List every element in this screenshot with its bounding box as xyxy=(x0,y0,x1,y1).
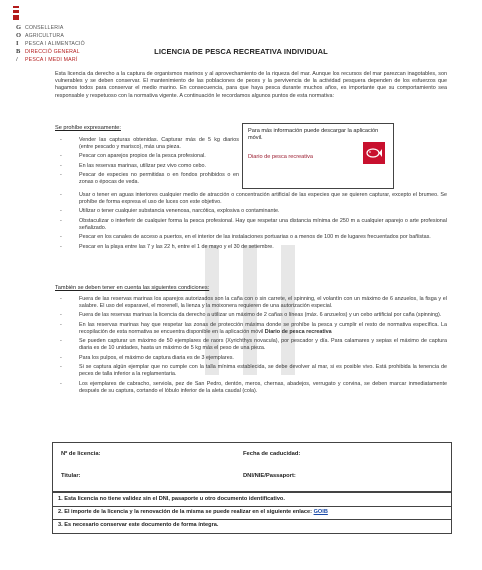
list-item: - Los ejemplares de cabracho, serviola, pez de San Pedro, dentón, meros, chernas, abadejos, verrugato y corvina, se deben marcar inmediatamente después de su captura, cortando el lóbulo inferior de la aleta caudal (cola). xyxy=(60,380,447,394)
list-item: - Para los pulpos, el máximo de captura diaria es de 3 ejemplares. xyxy=(60,354,234,361)
list-item: - Fuera de las reservas marinas los aparejos autorizados son la caña con o sin carrete, el spinning, el volantín con un máximo de 6 anzuelos, la fisga y el salabre. El uso del esparavel, el morenell, la lienza y la moixonera requieren de una autorización especial. xyxy=(60,296,447,309)
app-info-box xyxy=(242,123,394,189)
list-item: - Fuera de las reservas marinas la licencia da derecho a utilizar un máximo de 2 cañas o líneas (máx. 6 anzuelos) y un cebo artificial por caña (spinning). xyxy=(60,312,442,319)
note-1: 1. Esta licencia no tiene validez sin el DNI, pasaporte u otro documento identificativo. xyxy=(58,496,285,502)
list-item: - Obstaculizar o interferir de cualquier forma la pesca profesional. Hay que respetar una distancia mínima de 250 m a cualquier aparejo o arte profesional señalizado. xyxy=(60,217,447,231)
org-header: G CONSELLERIA O AGRICULTURA I PESCA I ALIMENTACIÓ B DIRECCIÓ GENERAL / PESCA I MEDI MARÍ xyxy=(16,24,85,63)
goib-link[interactable]: GOIB xyxy=(313,509,328,515)
fish-app-icon[interactable] xyxy=(363,142,385,164)
list-item: - Vender las capturas obtenidas. Capturar más de 5 kg diarios (entre pescado y marisco), más una pieza. xyxy=(60,137,239,150)
list-item: - En las reservas marinas, utilizar pez vivo como cebo. xyxy=(60,162,207,169)
notes-box xyxy=(52,492,452,534)
expiry-date-label: Fecha de caducidad: xyxy=(243,451,301,457)
conditions-heading: También se deben tener en cuenta las siguientes condiciones: xyxy=(55,285,210,291)
prohibited-list-wide xyxy=(55,192,447,253)
holder-label: Titular: xyxy=(61,473,81,479)
list-item: - Si se captura algún ejemplar que no cumple con la talla mínima establecida, se debe devolver al mar, si es posible vivo. Está prohibida la tenencia de peces de talla inferior a la reglamentaria. xyxy=(60,364,447,378)
id-document-label: DNI/NIE/Passaport: xyxy=(243,473,296,479)
prohibited-list-narrow xyxy=(55,137,239,189)
list-item: - Usar o tener en aguas interiores cualquier medio de atracción o concentración artificial de las especies que se quieren capturar, excepto el brumeo. Se prohíbe de forma expresa el uso de luces con este objetivo. xyxy=(60,192,447,205)
note-2: 2. El importe de la licencia y la renovación de la misma se puede realizar en el siguiente enlace: GOIB xyxy=(58,509,328,515)
list-item: - Pescar de especies no permitidas o en fondos prohibidos o en zonas o épocas de veda. xyxy=(60,172,239,186)
list-item: - En las reservas marinas hay que respetar las zonas de protección máxima donde se prohíbe la pesca y cumplir el resto de normativa específica. La recopilación de esta normativa se encuentra disponible en la aplicación móvil Diario de pesca recreativa xyxy=(60,321,447,335)
app-name-bold: Diario de pesca recreativa xyxy=(264,328,332,335)
app-info-text: Para más información puede descargar la aplicación móvil. xyxy=(248,128,379,141)
app-name-label: Diario de pesca recreativa xyxy=(248,154,313,160)
prohibited-heading: Se prohíbe expresamente: xyxy=(55,125,121,131)
licence-number-label: Nº de licencia: xyxy=(61,451,101,457)
document-title: LICENCIA DE PESCA RECREATIVA INDIVIDUAL xyxy=(154,47,328,56)
list-item: - Pescar con aparejos propios de la pesca profesional. xyxy=(60,153,206,160)
list-item: - Pescar en los canales de acceso a puertos, en el interior de las instalaciones portuarias o a menos de 100 m de lugares frecuentados por bañistas. xyxy=(60,234,431,241)
licence-holder-box xyxy=(52,442,452,492)
note-3: 3. Es necesario conservar este documento de forma íntegra. xyxy=(58,522,219,528)
conditions-list xyxy=(55,296,447,397)
list-item: - Se pueden capturar un máximo de 50 ejemplares de raors (Xyrichthys novacula), por pescador y día. Para calamares y sepias el máximo de captura diaria es de 10 unidades, hasta un máximo de 5 kg más el peso de una pieza. xyxy=(60,338,447,352)
list-item: - Pescar en la playa entre las 7 y las 22 h, entre el 1 de mayo y el 30 de setiembre. xyxy=(60,243,274,250)
intro-paragraph: Esta licencia da derecho a la captura de organismos marinos y al aprovechamiento de la riqueza del mar. Aunque los recursos del mar parezcan inagotables, son vulnerables y se deben conservar. El mantenimiento de las poblaciones de peces y la pervivencia de la actividad pesquera dependen de los esfuerzos que hagamos todos para conservar el medio marino. En consecuencia, para que haya pesca durante muchos años, es importante que su comportamiento sea responsable y respetuoso con la normativa vigente. A continuación le recordamos algunos puntos de esta normativa: xyxy=(55,71,447,99)
list-item: - Utilizar o tener cualquier substancia venenosa, narcótica, explosiva o contaminante. xyxy=(60,208,280,215)
